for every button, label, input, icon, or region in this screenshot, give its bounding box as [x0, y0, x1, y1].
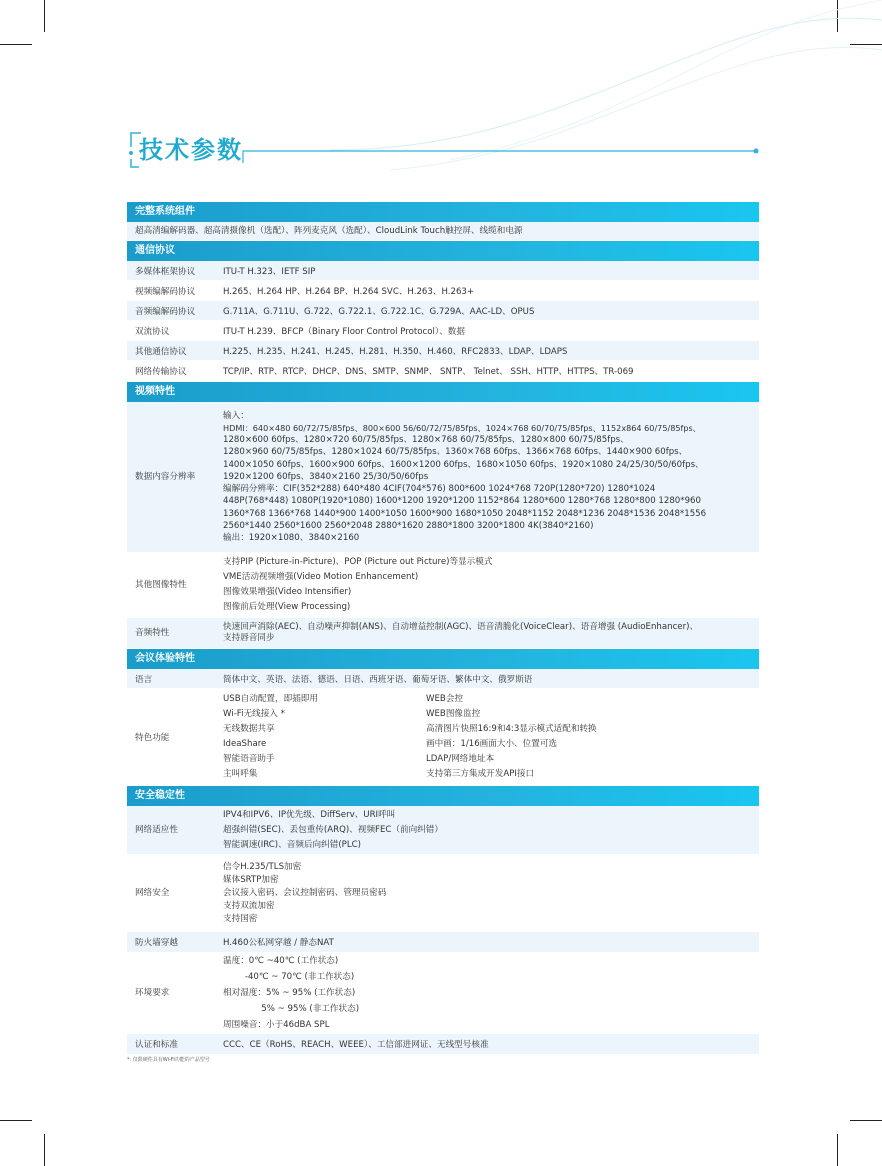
row-value-line: IPV4和IPV6、IP优先级、DiffServ、URI呼叫	[223, 809, 396, 820]
crop-mark	[850, 1120, 882, 1121]
row-value-line: 5% ~ 95% (非工作状态)	[223, 1004, 360, 1014]
row-label: 数据内容分辨率	[135, 471, 196, 482]
row-value: H.460公私网穿越 / 静态NAT	[223, 938, 334, 948]
system-components-value: 超高清编解码器、超高清摄像机（选配）、阵列麦克风（选配）、CloudLink Touch触控屏、线缆和电源	[135, 226, 523, 236]
list-item: IdeaShare	[223, 739, 267, 749]
row-value-line: 支持双流加密	[223, 900, 275, 911]
row-value-line: 图像前后处理(View Processing)	[223, 602, 351, 612]
row-value-line: 支持唇音同步	[223, 633, 275, 643]
row-value-line: 1280×960 60/75/85fps、1280×1024 60/75/85fps、1360×768 60fps、1366×768 60fps、1440×900 60fps、	[223, 447, 688, 458]
feature-list-left	[223, 692, 426, 782]
row-label: 网络适应性	[135, 824, 178, 835]
table-row	[127, 669, 759, 689]
row-value: ITU-T H.323、IETF SIP	[223, 266, 316, 277]
row-label: 网络传输协议	[135, 367, 187, 377]
row-value-line: 温度：0℃ ~40℃ (工作状态)	[223, 956, 339, 966]
table-row	[127, 806, 759, 855]
row-value-line: HDMI：640×480 60/72/75/85fps、800×600 56/60/72/75/85fps、1024×768 60/70/75/85fps、1152x864 60/75/85fps、	[223, 423, 701, 434]
row-label: 视频编解码协议	[135, 286, 196, 297]
row-value: CCC、CE（RoHS、REACH、WEEE）、工信部进网证、无线型号核准	[223, 1040, 489, 1050]
feature-list-right	[426, 692, 629, 782]
row-value-line: 1280×600 60fps、1280×720 60/75/85fps、1280×768 60/75/85fps、1280×800 60/75/85fps、	[223, 435, 629, 446]
row-value-line: 快速回声消除(AEC)、自动噪声抑制(ANS)、自动增益控制(AGC)、语音清脆化(VoiceClear)、语音增强 (AudioEnhancer)、	[223, 622, 699, 632]
table-row	[127, 953, 759, 1034]
list-item: 主叫呼集	[223, 769, 258, 779]
section-header: 通信协议	[127, 241, 759, 261]
row-label: 语言	[135, 674, 153, 685]
row-value-line: 1920×1200 60fps、3840×2160 25/30/50/60fps	[223, 471, 429, 482]
row-value-line: 信令H.235/TLS加密	[223, 861, 302, 872]
table-row	[127, 281, 759, 301]
row-value-line: 智能调速(IRC)、音频后向纠错(PLC)	[223, 839, 361, 850]
list-item: LDAP/网络地址本	[426, 754, 495, 764]
section-title-block	[127, 125, 762, 175]
table-row	[127, 1034, 759, 1055]
row-value-line: 周围噪音：小于46dBA SPL	[223, 1020, 330, 1030]
list-item: 无线数据共享	[223, 724, 275, 734]
table-row	[127, 402, 759, 553]
row-label: 环境要求	[135, 988, 170, 998]
row-label: 防火墙穿越	[135, 938, 178, 948]
row-value: G.711A、G.711U、G.722、G.722.1、G.722.1C、G.729A、AAC-LD、OPUS	[223, 306, 535, 317]
row-value-line: -40℃ ~ 70℃ (非工作状态)	[223, 972, 355, 982]
row-label: 多媒体框架协议	[135, 266, 196, 277]
row-label: 其他通信协议	[135, 346, 187, 357]
row-value-line: VME活动视频增强(Video Motion Enhancement)	[223, 572, 419, 582]
list-item: Wi-Fi无线接入 *	[223, 709, 285, 719]
crop-mark	[0, 44, 32, 45]
row-value-line: 2560*1440 2560*1600 2560*2048 2880*1620 2880*1800 3200*1800 4K(3840*2160)	[223, 520, 594, 531]
row-value: TCP/IP、RTP、RTCP、DHCP、DNS、SMTP、SNMP、 SNTP、 Telnet、 SSH、HTTP、HTTPS、TR-069	[223, 367, 634, 377]
crop-mark	[0, 1120, 32, 1121]
list-item: 画中画：1/16画面大小、位置可选	[426, 739, 558, 749]
table-row	[127, 361, 759, 382]
row-value-line: 编解码分辨率：CIF(352*288) 640*480 4CIF(704*576) 800*600 1024*768 720P(1280*720) 1280*1024	[223, 484, 656, 495]
page-title: 技术参数	[139, 136, 243, 164]
table-row	[127, 222, 759, 241]
table-row	[127, 618, 759, 649]
row-value-line: 1360*768 1366*768 1440*900 1400*1050 1600*900 1680*1050 2048*1152 2048*1236 2048*1536 2048*1556	[223, 508, 707, 519]
list-item: USB自动配置，即插即用	[223, 694, 318, 704]
footnote: *: 仅限硬件具有Wi-Fi功能的产品型号	[127, 1057, 210, 1063]
row-label: 特色功能	[135, 733, 170, 743]
table-row	[127, 321, 759, 341]
section-header: 安全稳定性	[127, 786, 759, 806]
row-label: 认证和标准	[135, 1040, 178, 1050]
table-row	[127, 553, 759, 618]
row-value-line: 支持PIP (Picture-in-Picture)、POP (Picture out Picture)等显示模式	[223, 557, 493, 567]
table-row	[127, 932, 759, 953]
section-header: 会议体验特性	[127, 649, 759, 669]
row-value-line: 超强纠错(SEC)、丢包重传(ARQ)、视频FEC（前向纠错）	[223, 824, 443, 835]
row-value-line: 1400×1050 60fps、1600×900 60fps、1600×1200 60fps、1680×1050 60fps、1920×1080 24/25/30/50/60fps、	[223, 459, 704, 470]
row-label: 音频编解码协议	[135, 306, 196, 317]
row-value-line: 支持国密	[223, 913, 258, 924]
row-label: 其他图像特性	[135, 579, 187, 590]
row-label: 音频特性	[135, 627, 170, 638]
row-value: ITU-T H.239、BFCP（Binary Floor Control Protocol）、数据	[223, 326, 465, 337]
crop-mark	[44, 0, 45, 32]
row-value-line: 输出：1920×1080、3840×2160	[223, 532, 360, 543]
section-header: 视频特性	[127, 382, 759, 402]
table-row	[127, 341, 759, 361]
crop-mark	[44, 1134, 45, 1166]
crop-mark	[837, 1134, 838, 1166]
table-row	[127, 855, 759, 932]
row-value: H.265、H.264 HP、H.264 BP、H.264 SVC、H.263、H.263+	[223, 286, 475, 297]
table-row	[127, 689, 759, 786]
list-item: 支持第三方集成开发API接口	[426, 769, 535, 779]
list-item: WEB会控	[426, 694, 464, 704]
list-item: WEB图像监控	[426, 709, 481, 719]
row-value-line: 输入：	[223, 410, 249, 421]
row-value-line: 图像效果增强(Video Intensifier)	[223, 587, 352, 597]
table-row	[127, 301, 759, 321]
list-item: 高清图片快照16:9和4:3显示模式适配和转换	[426, 724, 597, 734]
row-value-line: 448P(768*448) 1080P(1920*1080) 1600*1200 1920*1200 1152*864 1280*600 1280*768 1280*800 1280*960	[223, 496, 701, 507]
row-label: 双流协议	[135, 326, 170, 337]
section-header: 完整系统组件	[127, 202, 759, 222]
table-row	[127, 261, 759, 281]
row-value-line: 相对湿度：5% ~ 95% (工作状态)	[223, 988, 356, 998]
row-value: H.225、H.235、H.241、H.245、H.281、H.350、H.460、RFC2833、LDAP、LDAPS	[223, 346, 568, 357]
row-value-line: 会议接入密码、会议控制密码、管理员密码	[223, 887, 387, 898]
row-value: 简体中文、英语、法语、德语、日语、西班牙语、葡萄牙语、繁体中文、俄罗斯语	[223, 674, 533, 685]
list-item: 智能语音助手	[223, 754, 275, 764]
row-value-line: 媒体SRTP加密	[223, 874, 279, 885]
row-label: 网络安全	[135, 887, 170, 898]
spec-table	[127, 202, 759, 1055]
